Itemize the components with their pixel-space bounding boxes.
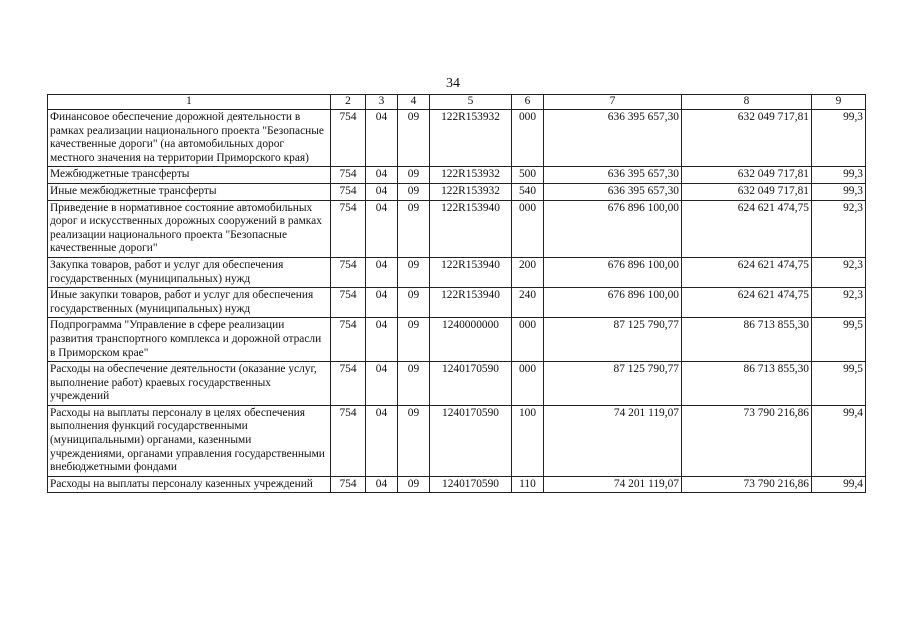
expense-name: Закупка товаров, работ и услуг для обеспечения государственных (муниципальных) нужд [48, 257, 331, 287]
subsection-code: 09 [398, 476, 430, 493]
planned-amount: 676 896 100,00 [544, 288, 682, 318]
section-code: 04 [366, 362, 398, 406]
planned-amount: 87 125 790,77 [544, 362, 682, 406]
subsection-code: 09 [398, 362, 430, 406]
ministry-code: 754 [331, 110, 366, 167]
subsection-code: 09 [398, 167, 430, 184]
expense-name: Расходы на выплаты персоналу в целях обеспечения выполнения функций государственными (муниципальными) органами, казенными учреждениями, органами управления государственными внебюджетными фондами [48, 405, 331, 476]
target-article-code: 122R153932 [430, 110, 512, 167]
ministry-code: 754 [331, 183, 366, 200]
execution-percent: 99,3 [812, 110, 866, 167]
target-article-code: 1240170590 [430, 405, 512, 476]
column-header: 7 [544, 95, 682, 110]
subsection-code: 09 [398, 200, 430, 257]
target-article-code: 122R153932 [430, 167, 512, 184]
expense-name: Подпрограмма "Управление в сфере реализации развития транспортного комплекса и дорожной отрасли в Приморском крае" [48, 318, 331, 362]
planned-amount: 636 395 657,30 [544, 183, 682, 200]
expense-type-code: 540 [512, 183, 544, 200]
executed-amount: 632 049 717,81 [682, 183, 812, 200]
expense-name: Финансовое обеспечение дорожной деятельности в рамках реализации национального проекта "Безопасные качественные дороги" (на автомобильных дорог местного значения на территории Приморского края) [48, 110, 331, 167]
executed-amount: 86 713 855,30 [682, 318, 812, 362]
subsection-code: 09 [398, 288, 430, 318]
section-code: 04 [366, 318, 398, 362]
expense-type-code: 500 [512, 167, 544, 184]
subsection-code: 09 [398, 318, 430, 362]
executed-amount: 624 621 474,75 [682, 200, 812, 257]
execution-percent: 99,5 [812, 318, 866, 362]
planned-amount: 636 395 657,30 [544, 167, 682, 184]
execution-percent: 92,3 [812, 257, 866, 287]
expense-name: Межбюджетные трансферты [48, 167, 331, 184]
table-row [48, 200, 866, 257]
table-row [48, 362, 866, 406]
section-code: 04 [366, 257, 398, 287]
table-row [48, 318, 866, 362]
target-article-code: 1240170590 [430, 476, 512, 493]
ministry-code: 754 [331, 167, 366, 184]
table-row [48, 167, 866, 184]
planned-amount: 74 201 119,07 [544, 476, 682, 493]
execution-percent: 99,5 [812, 362, 866, 406]
executed-amount: 624 621 474,75 [682, 257, 812, 287]
column-header: 5 [430, 95, 512, 110]
planned-amount: 676 896 100,00 [544, 200, 682, 257]
planned-amount: 74 201 119,07 [544, 405, 682, 476]
expense-type-code: 240 [512, 288, 544, 318]
column-header: 8 [682, 95, 812, 110]
section-code: 04 [366, 288, 398, 318]
column-header: 6 [512, 95, 544, 110]
executed-amount: 86 713 855,30 [682, 362, 812, 406]
expense-type-code: 000 [512, 362, 544, 406]
section-code: 04 [366, 110, 398, 167]
execution-percent: 99,4 [812, 476, 866, 493]
table-row [48, 110, 866, 167]
section-code: 04 [366, 183, 398, 200]
table-row [48, 257, 866, 287]
ministry-code: 754 [331, 200, 366, 257]
target-article-code: 122R153940 [430, 257, 512, 287]
target-article-code: 122R153940 [430, 288, 512, 318]
expense-type-code: 000 [512, 110, 544, 167]
ministry-code: 754 [331, 257, 366, 287]
ministry-code: 754 [331, 476, 366, 493]
section-code: 04 [366, 405, 398, 476]
subsection-code: 09 [398, 110, 430, 167]
subsection-code: 09 [398, 257, 430, 287]
column-header: 2 [331, 95, 366, 110]
expense-type-code: 110 [512, 476, 544, 493]
expense-name: Иные межбюджетные трансферты [48, 183, 331, 200]
expense-type-code: 000 [512, 318, 544, 362]
expense-type-code: 000 [512, 200, 544, 257]
header-row [48, 95, 866, 110]
planned-amount: 676 896 100,00 [544, 257, 682, 287]
planned-amount: 636 395 657,30 [544, 110, 682, 167]
subsection-code: 09 [398, 183, 430, 200]
execution-percent: 92,3 [812, 288, 866, 318]
column-header: 3 [366, 95, 398, 110]
table-row [48, 183, 866, 200]
target-article-code: 122R153940 [430, 200, 512, 257]
expense-name: Иные закупки товаров, работ и услуг для обеспечения государственных (муниципальных) нужд [48, 288, 331, 318]
executed-amount: 73 790 216,86 [682, 476, 812, 493]
table-row [48, 476, 866, 493]
column-header: 1 [48, 95, 331, 110]
target-article-code: 122R153932 [430, 183, 512, 200]
expense-name: Приведение в нормативное состояние автомобильных дорог и искусственных дорожных сооружений в рамках реализации национального проекта "Безопасные качественные дороги" [48, 200, 331, 257]
executed-amount: 73 790 216,86 [682, 405, 812, 476]
subsection-code: 09 [398, 405, 430, 476]
expense-name: Расходы на выплаты персоналу казенных учреждений [48, 476, 331, 493]
ministry-code: 754 [331, 318, 366, 362]
page-number: 34 [446, 76, 460, 91]
execution-percent: 92,3 [812, 200, 866, 257]
executed-amount: 632 049 717,81 [682, 110, 812, 167]
execution-percent: 99,3 [812, 167, 866, 184]
expense-type-code: 100 [512, 405, 544, 476]
ministry-code: 754 [331, 288, 366, 318]
target-article-code: 1240170590 [430, 362, 512, 406]
column-header: 9 [812, 95, 866, 110]
table-row [48, 405, 866, 476]
execution-percent: 99,3 [812, 183, 866, 200]
section-code: 04 [366, 200, 398, 257]
budget-table [47, 94, 866, 493]
ministry-code: 754 [331, 362, 366, 406]
ministry-code: 754 [331, 405, 366, 476]
expense-name: Расходы на обеспечение деятельности (оказание услуг, выполнение работ) краевых государственных учреждений [48, 362, 331, 406]
target-article-code: 1240000000 [430, 318, 512, 362]
table-row [48, 288, 866, 318]
execution-percent: 99,4 [812, 405, 866, 476]
section-code: 04 [366, 476, 398, 493]
planned-amount: 87 125 790,77 [544, 318, 682, 362]
executed-amount: 632 049 717,81 [682, 167, 812, 184]
section-code: 04 [366, 167, 398, 184]
executed-amount: 624 621 474,75 [682, 288, 812, 318]
column-header: 4 [398, 95, 430, 110]
expense-type-code: 200 [512, 257, 544, 287]
